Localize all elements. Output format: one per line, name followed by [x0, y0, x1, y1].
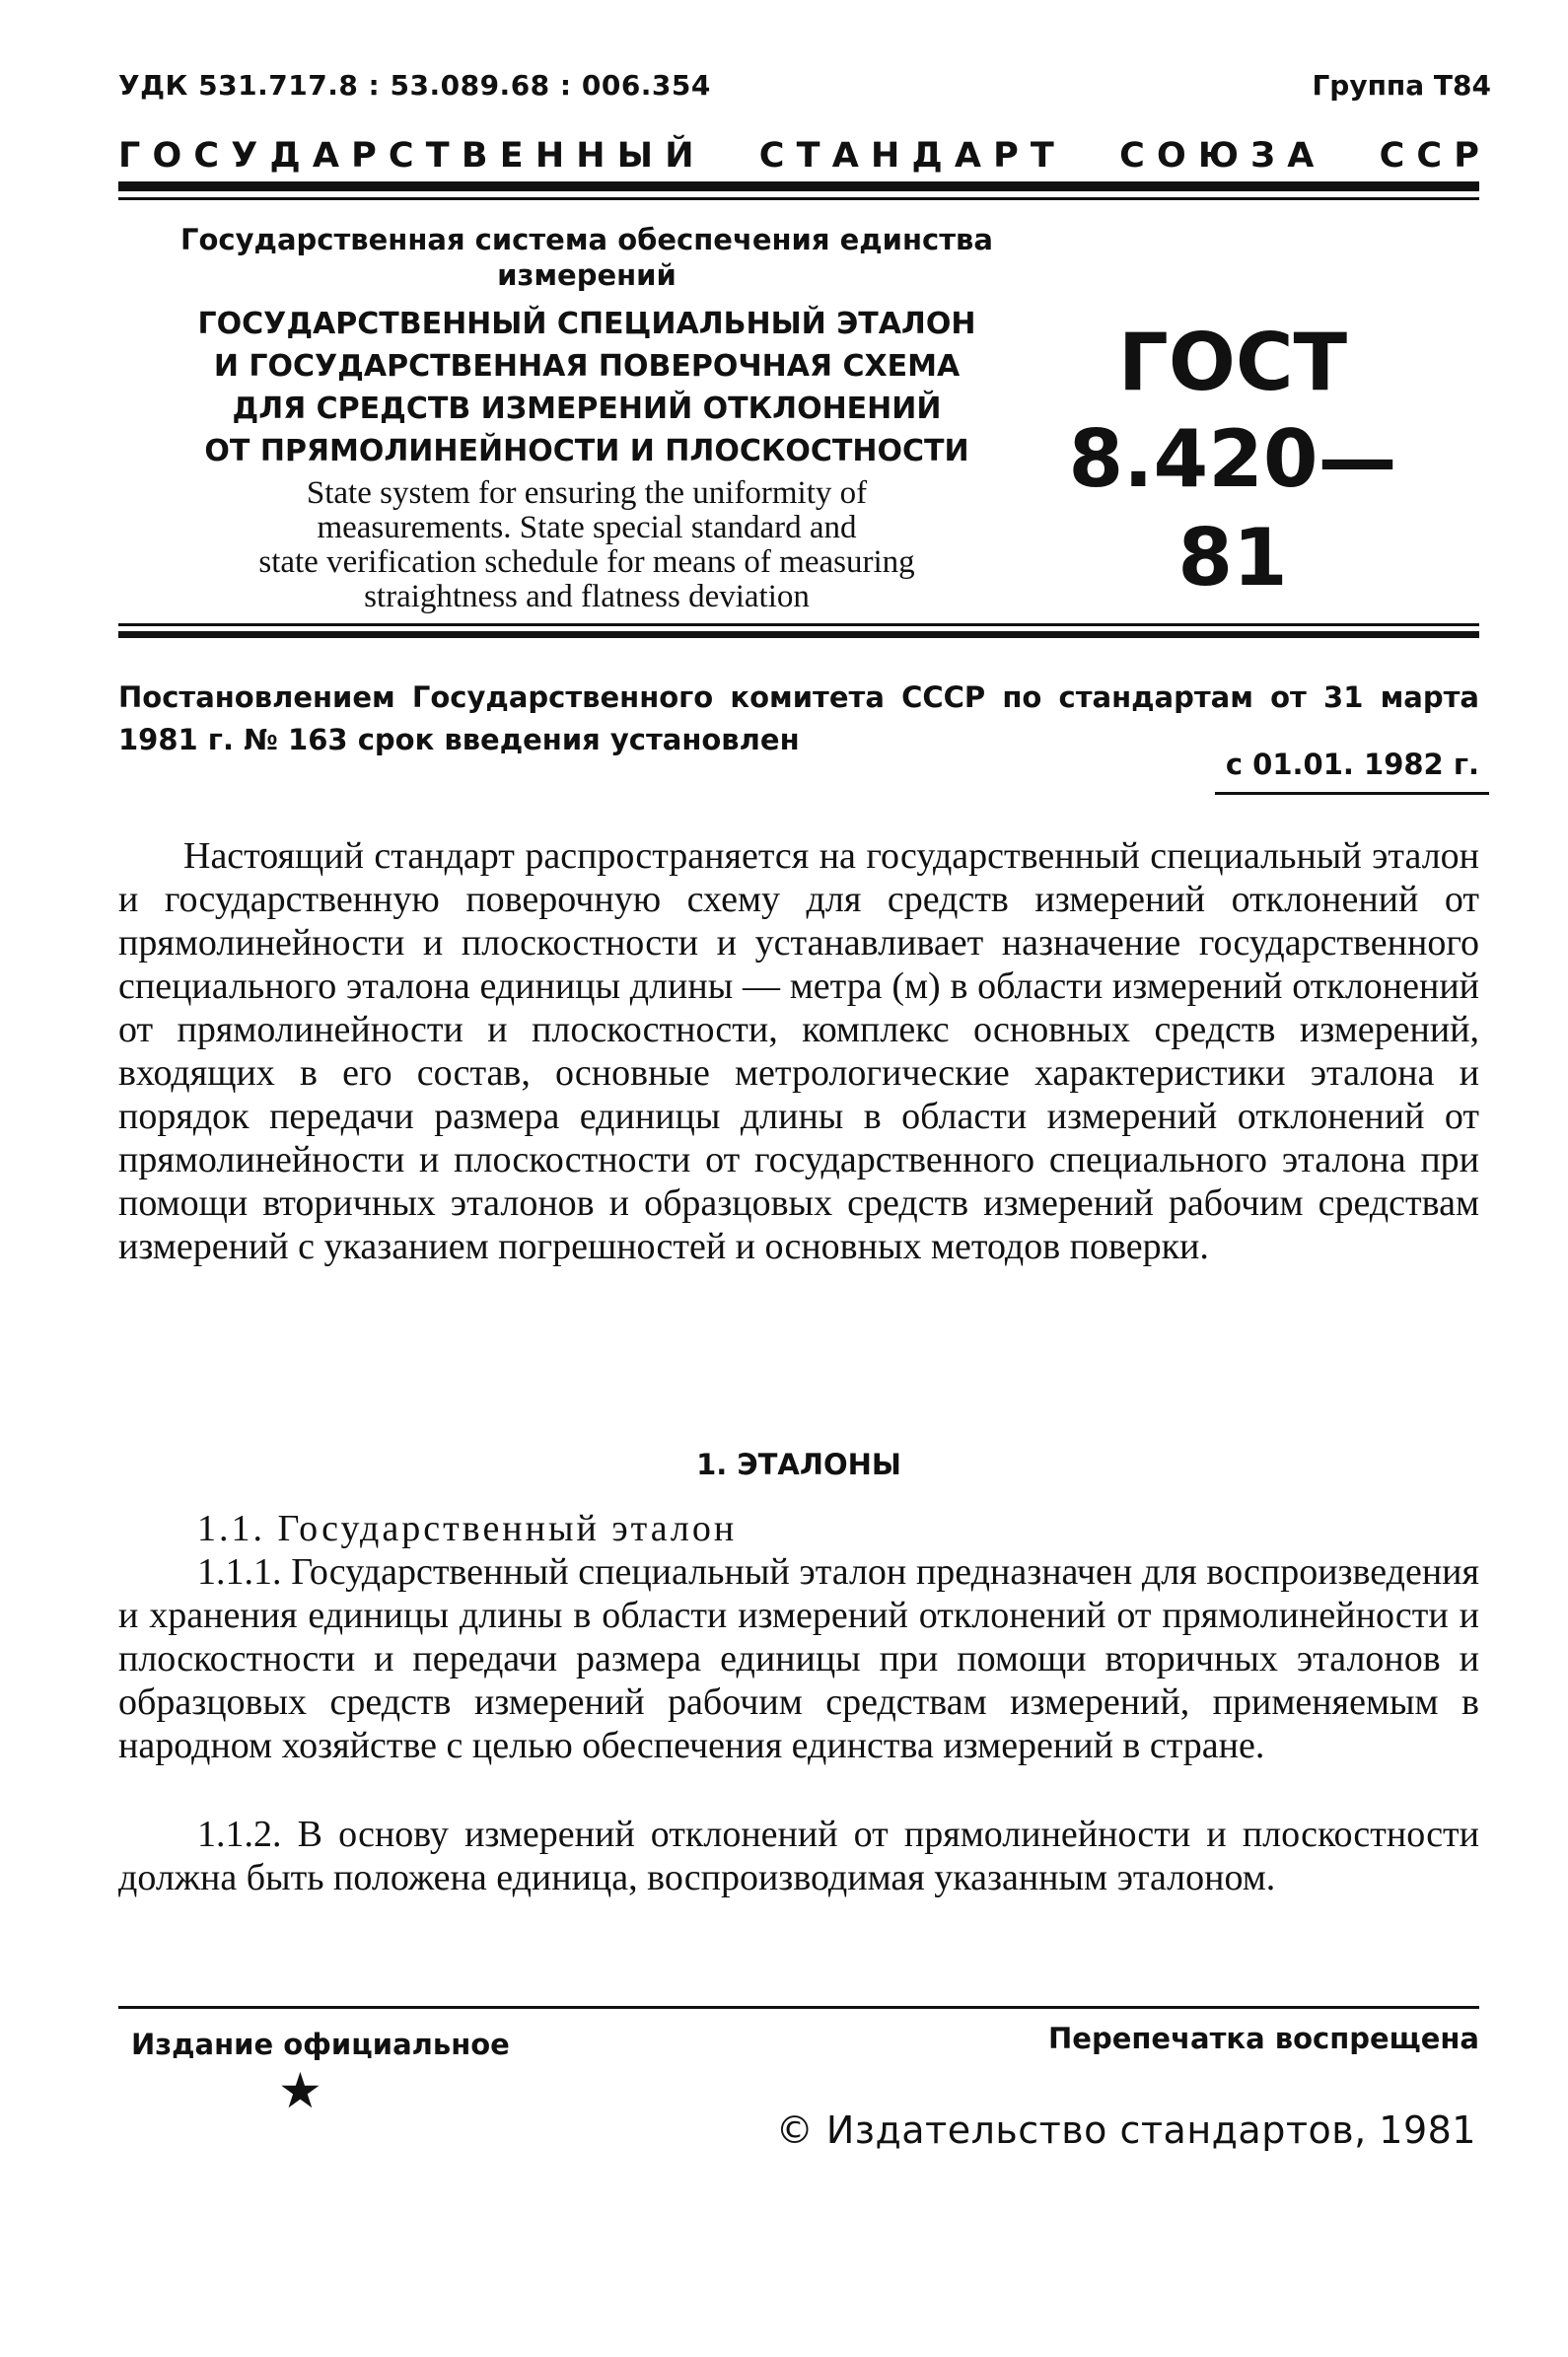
publisher-copyright: © Издательство стандартов, 1981 [775, 2108, 1476, 2152]
paragraph-1-1-2: 1.1.2. В основу измерений отклонений от прямолинейности и плоскостности должна быть положена единица, воспроизводимая указанным эталоном. [118, 1814, 1479, 1898]
english-title-line: measurements. State special standard and [317, 510, 857, 545]
subsection-heading: 1.1. Государственный эталон [197, 1508, 738, 1549]
gost-designation [1035, 316, 1430, 607]
divider-thin [118, 197, 1479, 200]
title-line: ДЛЯ СРЕДСТВ ИЗМЕРЕНИЙ ОТКЛОНЕНИЙ [232, 392, 942, 426]
official-edition-label: Издание официальное [131, 2028, 510, 2061]
banner-word: Г О С У Д А Р С Т В Е Н Н Ы Й [118, 136, 694, 176]
divider-thick [118, 181, 1479, 191]
udk-code: УДК 531.717.8 : 53.089.68 : 006.354 [118, 69, 711, 102]
gost-label: ГОСТ [1117, 317, 1348, 408]
intro-paragraph: Настоящий стандарт распространяется на государственный специальный эталон и государственную поверочную схему для средств измерений отклонений от прямолинейности и плоскостности и устанавливает назначение государственного специального эталона единицы длины — метра (м) в области измерений отклонений от прямолинейности и плоскостности, комплекс основных средств измерений, входящих в его состав, основные метрологические характеристики эталона и порядок передачи размера единицы длины в области измерений отклонений от прямолинейности и плоскостности от государственного специального эталона при помощи вторичных эталонов и образцовых средств измерений рабочим средствам измерений с указанием погрешностей и основных методов поверки. [118, 835, 1479, 1267]
system-name-line: Государственная система обеспечения единства [180, 223, 993, 256]
section-heading: 1. ЭТАЛОНЫ [696, 1448, 901, 1481]
decree-text: Постановлением Государственного комитета СССР по стандартам от 31 марта 1981 г. № 163 срок введения установлен [118, 680, 1479, 756]
title-block [163, 222, 1011, 614]
divider-footer [118, 2006, 1479, 2009]
english-title-line: State system for ensuring the uniformity of [306, 475, 868, 511]
title-line: ГОСУДАРСТВЕННЫЙ СПЕЦИАЛЬНЫЙ ЭТАЛОН [197, 307, 976, 341]
effective-date: с 01.01. 1982 г. [1225, 748, 1479, 781]
system-name [163, 222, 1011, 293]
banner-word: С С Р [1379, 136, 1479, 176]
star-icon: ★ [278, 2062, 322, 2119]
english-title [163, 476, 1011, 614]
group-code: Группа Т84 [1312, 69, 1491, 102]
standard-banner [118, 136, 1479, 176]
banner-word: С О Ю З А [1119, 136, 1315, 176]
divider-thick [118, 631, 1479, 638]
title-line: ОТ ПРЯМОЛИНЕЙНОСТИ И ПЛОСКОСТНОСТИ [204, 434, 969, 468]
title-line: И ГОСУДАРСТВЕННАЯ ПОВЕРОЧНАЯ СХЕМА [213, 349, 961, 384]
english-title-line: straightness and flatness deviation [364, 579, 810, 614]
document-title [163, 303, 1011, 472]
gost-number: 8.420—81 [1068, 413, 1397, 604]
divider-thin [118, 623, 1479, 626]
system-name-line: измерений [497, 258, 677, 292]
english-title-line: state verification schedule for means of measuring [258, 544, 915, 580]
banner-word: С Т А Н Д А Р Т [758, 136, 1054, 176]
date-underline [1215, 792, 1489, 795]
reprint-prohibited-label: Перепечатка воспрещена [1048, 2022, 1479, 2055]
paragraph-1-1-1: 1.1.1. Государственный специальный эталон предназначен для воспроизведения и хранения единицы длины в области измерений отклонений от прямолинейности и плоскостности и передачи размера единицы при помощи вторичных эталонов и образцовых средств измерений рабочим средствам измерений, применяемым в народном хозяйстве с целью обеспечения единства измерений в стране. [118, 1551, 1479, 1766]
